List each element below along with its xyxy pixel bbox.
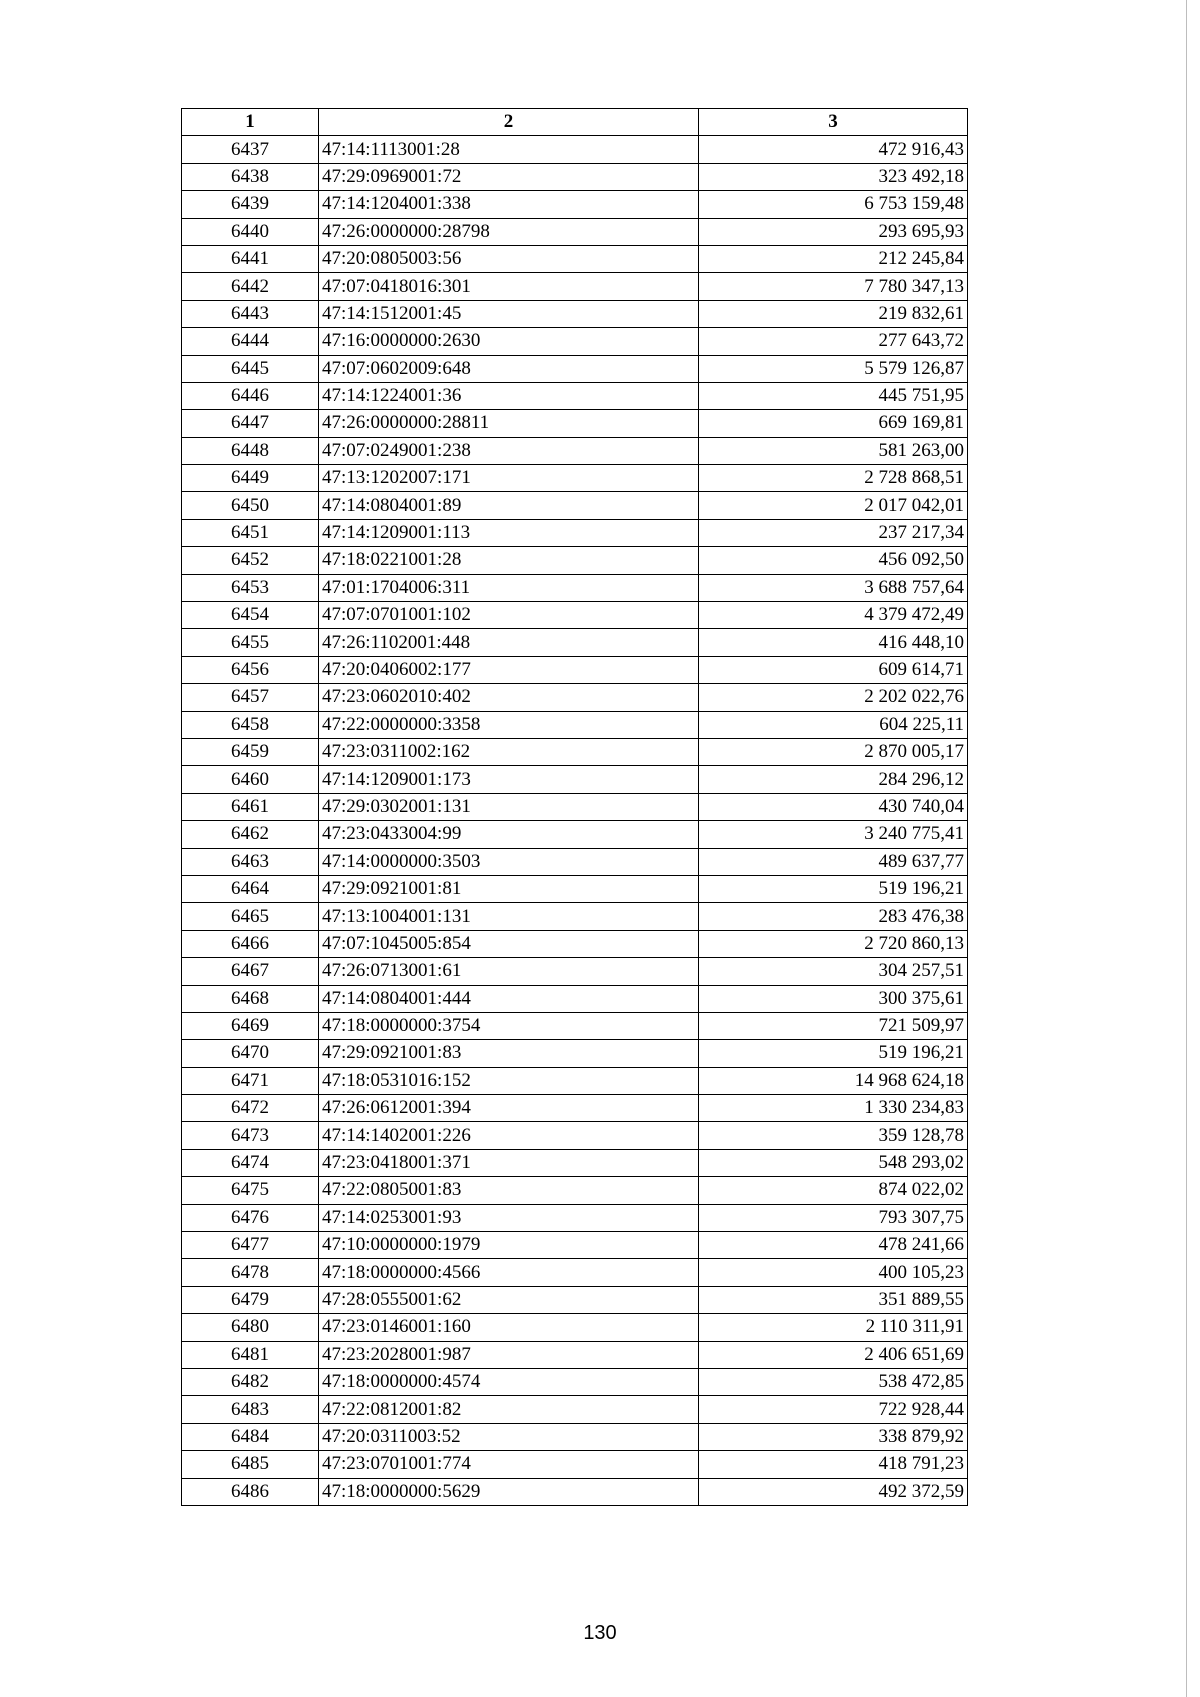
cadastral-value-cell: 2 406 651,69 (699, 1341, 968, 1368)
table-row (182, 328, 968, 355)
table-row (182, 903, 968, 930)
page-number: 130 (583, 1622, 617, 1644)
row-number-cell: 6458 (182, 711, 319, 738)
table-row (182, 519, 968, 546)
table-row (182, 191, 968, 218)
cadastral-value-cell: 604 225,11 (699, 711, 968, 738)
row-number-cell: 6440 (182, 218, 319, 245)
table-row (182, 602, 968, 629)
cadastral-value-cell: 5 579 126,87 (699, 355, 968, 382)
table-row (182, 1423, 968, 1450)
table-row (182, 1095, 968, 1122)
cadastral-value-cell: 284 296,12 (699, 766, 968, 793)
cadastral-value-table (181, 108, 968, 1506)
table-row (182, 1259, 968, 1286)
cadastral-number-cell: 47:29:0921001:83 (319, 1040, 699, 1067)
row-number-cell: 6447 (182, 410, 319, 437)
cadastral-value-cell: 359 128,78 (699, 1122, 968, 1149)
cadastral-number-cell: 47:13:1202007:171 (319, 465, 699, 492)
table-row (182, 1204, 968, 1231)
cadastral-value-cell: 2 720 860,13 (699, 930, 968, 957)
cadastral-value-cell: 418 791,23 (699, 1451, 968, 1478)
cadastral-value-cell: 4 379 472,49 (699, 602, 968, 629)
row-number-cell: 6479 (182, 1286, 319, 1313)
cadastral-value-cell: 7 780 347,13 (699, 273, 968, 300)
table-row (182, 985, 968, 1012)
cadastral-value-cell: 2 870 005,17 (699, 738, 968, 765)
table-row (182, 136, 968, 163)
cadastral-value-cell: 519 196,21 (699, 875, 968, 902)
cadastral-number-cell: 47:14:1209001:113 (319, 519, 699, 546)
column-header-2: 2 (319, 109, 699, 136)
cadastral-number-cell: 47:18:0000000:4574 (319, 1368, 699, 1395)
row-number-cell: 6477 (182, 1232, 319, 1259)
table-row (182, 1012, 968, 1039)
cadastral-value-cell: 2 202 022,76 (699, 684, 968, 711)
cadastral-value-cell: 6 753 159,48 (699, 191, 968, 218)
row-number-cell: 6466 (182, 930, 319, 957)
table-row (182, 218, 968, 245)
cadastral-number-cell: 47:14:1113001:28 (319, 136, 699, 163)
row-number-cell: 6473 (182, 1122, 319, 1149)
row-number-cell: 6446 (182, 382, 319, 409)
cadastral-value-cell: 874 022,02 (699, 1177, 968, 1204)
cadastral-number-cell: 47:07:0602009:648 (319, 355, 699, 382)
row-number-cell: 6449 (182, 465, 319, 492)
table-row (182, 793, 968, 820)
page-edge-line (1186, 0, 1187, 1697)
row-number-cell: 6465 (182, 903, 319, 930)
table-row (182, 437, 968, 464)
row-number-cell: 6462 (182, 821, 319, 848)
cadastral-value-cell: 445 751,95 (699, 382, 968, 409)
cadastral-number-cell: 47:14:0804001:89 (319, 492, 699, 519)
table-row (182, 492, 968, 519)
cadastral-value-cell: 538 472,85 (699, 1368, 968, 1395)
row-number-cell: 6475 (182, 1177, 319, 1204)
row-number-cell: 6453 (182, 574, 319, 601)
table-row (182, 629, 968, 656)
table-row (182, 1067, 968, 1094)
cadastral-number-cell: 47:23:0701001:774 (319, 1451, 699, 1478)
row-number-cell: 6459 (182, 738, 319, 765)
cadastral-value-cell: 212 245,84 (699, 245, 968, 272)
cadastral-value-cell: 519 196,21 (699, 1040, 968, 1067)
row-number-cell: 6455 (182, 629, 319, 656)
cadastral-value-cell: 304 257,51 (699, 958, 968, 985)
table-row (182, 766, 968, 793)
row-number-cell: 6469 (182, 1012, 319, 1039)
cadastral-value-cell: 351 889,55 (699, 1286, 968, 1313)
table-row (182, 738, 968, 765)
table-row (182, 1314, 968, 1341)
row-number-cell: 6457 (182, 684, 319, 711)
cadastral-number-cell: 47:14:1204001:338 (319, 191, 699, 218)
cadastral-value-cell: 492 372,59 (699, 1478, 968, 1505)
table-row (182, 656, 968, 683)
cadastral-number-cell: 47:20:0406002:177 (319, 656, 699, 683)
row-number-cell: 6461 (182, 793, 319, 820)
cadastral-number-cell: 47:23:0602010:402 (319, 684, 699, 711)
table-row (182, 875, 968, 902)
row-number-cell: 6463 (182, 848, 319, 875)
cadastral-number-cell: 47:28:0555001:62 (319, 1286, 699, 1313)
row-number-cell: 6471 (182, 1067, 319, 1094)
cadastral-value-cell: 478 241,66 (699, 1232, 968, 1259)
cadastral-number-cell: 47:23:0311002:162 (319, 738, 699, 765)
row-number-cell: 6468 (182, 985, 319, 1012)
column-header-1: 1 (182, 109, 319, 136)
row-number-cell: 6485 (182, 1451, 319, 1478)
cadastral-number-cell: 47:26:0713001:61 (319, 958, 699, 985)
row-number-cell: 6454 (182, 602, 319, 629)
table-row (182, 711, 968, 738)
row-number-cell: 6480 (182, 1314, 319, 1341)
cadastral-value-cell: 548 293,02 (699, 1149, 968, 1176)
row-number-cell: 6442 (182, 273, 319, 300)
table-row (182, 300, 968, 327)
table-row (182, 848, 968, 875)
cadastral-number-cell: 47:07:0701001:102 (319, 602, 699, 629)
cadastral-number-cell: 47:26:0612001:394 (319, 1095, 699, 1122)
row-number-cell: 6478 (182, 1259, 319, 1286)
table-row (182, 1451, 968, 1478)
cadastral-value-cell: 669 169,81 (699, 410, 968, 437)
cadastral-number-cell: 47:29:0302001:131 (319, 793, 699, 820)
cadastral-value-cell: 2 017 042,01 (699, 492, 968, 519)
row-number-cell: 6486 (182, 1478, 319, 1505)
cadastral-number-cell: 47:23:0146001:160 (319, 1314, 699, 1341)
column-header-3: 3 (699, 109, 968, 136)
table-row (182, 1286, 968, 1313)
table-row (182, 410, 968, 437)
cadastral-number-cell: 47:14:0000000:3503 (319, 848, 699, 875)
row-number-cell: 6467 (182, 958, 319, 985)
cadastral-value-cell: 721 509,97 (699, 1012, 968, 1039)
cadastral-number-cell: 47:23:0418001:371 (319, 1149, 699, 1176)
cadastral-number-cell: 47:07:1045005:854 (319, 930, 699, 957)
cadastral-number-cell: 47:01:1704006:311 (319, 574, 699, 601)
cadastral-value-cell: 219 832,61 (699, 300, 968, 327)
row-number-cell: 6470 (182, 1040, 319, 1067)
cadastral-number-cell: 47:07:0418016:301 (319, 273, 699, 300)
cadastral-value-cell: 323 492,18 (699, 163, 968, 190)
table-row (182, 245, 968, 272)
cadastral-number-cell: 47:20:0805003:56 (319, 245, 699, 272)
cadastral-number-cell: 47:23:2028001:987 (319, 1341, 699, 1368)
table-row (182, 1368, 968, 1395)
cadastral-number-cell: 47:14:1224001:36 (319, 382, 699, 409)
cadastral-number-cell: 47:26:0000000:28811 (319, 410, 699, 437)
cadastral-number-cell: 47:14:0804001:444 (319, 985, 699, 1012)
cadastral-number-cell: 47:16:0000000:2630 (319, 328, 699, 355)
row-number-cell: 6483 (182, 1396, 319, 1423)
row-number-cell: 6450 (182, 492, 319, 519)
table-row (182, 684, 968, 711)
table-row (182, 355, 968, 382)
row-number-cell: 6476 (182, 1204, 319, 1231)
table-row (182, 465, 968, 492)
cadastral-value-cell: 1 330 234,83 (699, 1095, 968, 1122)
cadastral-value-cell: 416 448,10 (699, 629, 968, 656)
row-number-cell: 6456 (182, 656, 319, 683)
table-row (182, 1232, 968, 1259)
table-row (182, 1177, 968, 1204)
cadastral-value-cell: 456 092,50 (699, 547, 968, 574)
cadastral-number-cell: 47:22:0812001:82 (319, 1396, 699, 1423)
row-number-cell: 6448 (182, 437, 319, 464)
cadastral-number-cell: 47:29:0969001:72 (319, 163, 699, 190)
row-number-cell: 6445 (182, 355, 319, 382)
table-row (182, 574, 968, 601)
cadastral-value-cell: 581 263,00 (699, 437, 968, 464)
cadastral-number-cell: 47:18:0000000:5629 (319, 1478, 699, 1505)
cadastral-number-cell: 47:14:0253001:93 (319, 1204, 699, 1231)
row-number-cell: 6444 (182, 328, 319, 355)
table-row (182, 930, 968, 957)
cadastral-value-cell: 237 217,34 (699, 519, 968, 546)
row-number-cell: 6472 (182, 1095, 319, 1122)
cadastral-number-cell: 47:26:1102001:448 (319, 629, 699, 656)
cadastral-number-cell: 47:20:0311003:52 (319, 1423, 699, 1450)
cadastral-value-cell: 14 968 624,18 (699, 1067, 968, 1094)
cadastral-value-cell: 277 643,72 (699, 328, 968, 355)
cadastral-value-cell: 793 307,75 (699, 1204, 968, 1231)
cadastral-number-cell: 47:14:1402001:226 (319, 1122, 699, 1149)
cadastral-number-cell: 47:18:0531016:152 (319, 1067, 699, 1094)
row-number-cell: 6438 (182, 163, 319, 190)
table-row (182, 1341, 968, 1368)
cadastral-value-cell: 300 375,61 (699, 985, 968, 1012)
row-number-cell: 6484 (182, 1423, 319, 1450)
cadastral-number-cell: 47:18:0000000:4566 (319, 1259, 699, 1286)
cadastral-value-cell: 400 105,23 (699, 1259, 968, 1286)
table-row (182, 1396, 968, 1423)
row-number-cell: 6439 (182, 191, 319, 218)
row-number-cell: 6482 (182, 1368, 319, 1395)
row-number-cell: 6474 (182, 1149, 319, 1176)
cadastral-value-cell: 293 695,93 (699, 218, 968, 245)
cadastral-number-cell: 47:26:0000000:28798 (319, 218, 699, 245)
header-row (182, 109, 968, 136)
cadastral-value-cell: 472 916,43 (699, 136, 968, 163)
cadastral-number-cell: 47:29:0921001:81 (319, 875, 699, 902)
table-row (182, 382, 968, 409)
table-header (182, 109, 968, 136)
cadastral-value-cell: 489 637,77 (699, 848, 968, 875)
cadastral-value-cell: 722 928,44 (699, 1396, 968, 1423)
cadastral-value-cell: 3 240 775,41 (699, 821, 968, 848)
cadastral-value-cell: 283 476,38 (699, 903, 968, 930)
table-row (182, 273, 968, 300)
table-row (182, 1149, 968, 1176)
cadastral-number-cell: 47:10:0000000:1979 (319, 1232, 699, 1259)
row-number-cell: 6441 (182, 245, 319, 272)
cadastral-number-cell: 47:13:1004001:131 (319, 903, 699, 930)
cadastral-value-cell: 2 110 311,91 (699, 1314, 968, 1341)
row-number-cell: 6452 (182, 547, 319, 574)
row-number-cell: 6443 (182, 300, 319, 327)
table-row (182, 163, 968, 190)
table-row (182, 547, 968, 574)
cadastral-number-cell: 47:18:0000000:3754 (319, 1012, 699, 1039)
table-row (182, 1122, 968, 1149)
cadastral-value-cell: 2 728 868,51 (699, 465, 968, 492)
cadastral-number-cell: 47:14:1512001:45 (319, 300, 699, 327)
row-number-cell: 6464 (182, 875, 319, 902)
row-number-cell: 6437 (182, 136, 319, 163)
table-body (182, 136, 968, 1506)
cadastral-number-cell: 47:23:0433004:99 (319, 821, 699, 848)
table-row (182, 1040, 968, 1067)
row-number-cell: 6481 (182, 1341, 319, 1368)
cadastral-number-cell: 47:22:0000000:3358 (319, 711, 699, 738)
cadastral-number-cell: 47:18:0221001:28 (319, 547, 699, 574)
cadastral-value-cell: 609 614,71 (699, 656, 968, 683)
cadastral-value-cell: 338 879,92 (699, 1423, 968, 1450)
table-row (182, 958, 968, 985)
cadastral-number-cell: 47:22:0805001:83 (319, 1177, 699, 1204)
cadastral-number-cell: 47:14:1209001:173 (319, 766, 699, 793)
table-row (182, 1478, 968, 1505)
cadastral-value-cell: 3 688 757,64 (699, 574, 968, 601)
cadastral-value-cell: 430 740,04 (699, 793, 968, 820)
row-number-cell: 6451 (182, 519, 319, 546)
cadastral-number-cell: 47:07:0249001:238 (319, 437, 699, 464)
row-number-cell: 6460 (182, 766, 319, 793)
table-row (182, 821, 968, 848)
